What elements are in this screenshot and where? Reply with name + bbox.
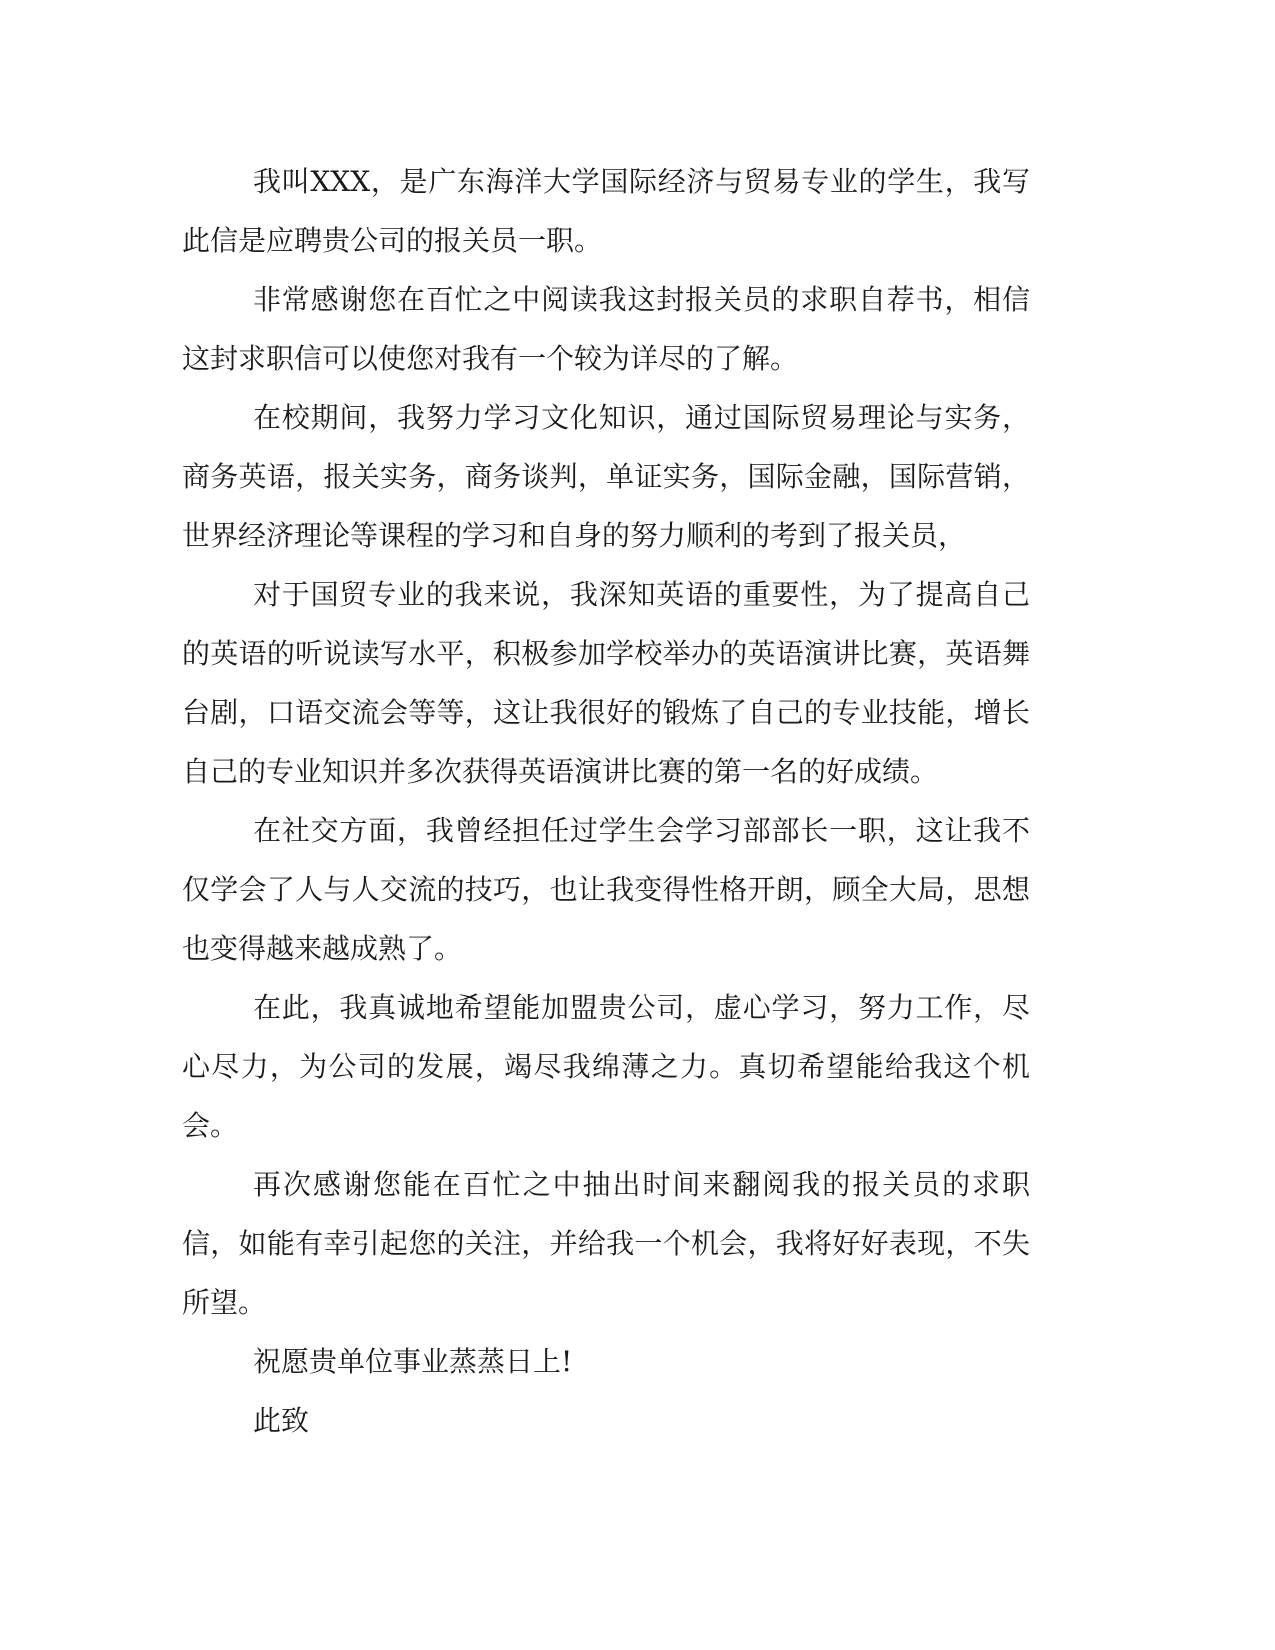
paragraph-studies: 在校期间，我努力学习文化知识，通过国际贸易理论与实务，商务英语，报关实务，商务谈判，单证实务，国际金融，国际营销，世界经济理论等课程的学习和自身的努力顺利的考到了报关员， — [182, 401, 1030, 552]
letter-body — [182, 152, 1030, 1450]
paragraph-introduction: 我叫XXX，是广东海洋大学国际经济与贸易专业的学生，我写此信是应聘贵公司的报关员一职。 — [182, 165, 1030, 257]
paragraph-thanks: 非常感谢您在百忙之中阅读我这封报关员的求职自荐书，相信这封求职信可以使您对我有一个较为详尽的了解。 — [182, 283, 1030, 375]
paragraph-english-skills: 对于国贸专业的我来说，我深知英语的重要性，为了提高自己的英语的听说读写水平，积极参加学校举办的英语演讲比赛，英语舞台剧，口语交流会等等，这让我很好的锻炼了自己的专业技能，增长自己的专业知识并多次获得英语演讲比赛的第一名的好成绩。 — [182, 578, 1030, 788]
paragraph-salutation: 此致 — [253, 1404, 310, 1437]
paragraph-aspiration: 在此，我真诚地希望能加盟贵公司，虚心学习，努力工作，尽心尽力，为公司的发展，竭尽我绵薄之力。真切希望能给我这个机会。 — [182, 991, 1030, 1142]
paragraph-closing-thanks: 再次感谢您能在百忙之中抽出时间来翻阅我的报关员的求职信，如能有幸引起您的关注，并给我一个机会，我将好好表现，不失所望。 — [182, 1168, 1030, 1319]
paragraph-wishes: 祝愿贵单位事业蒸蒸日上! — [253, 1345, 573, 1378]
paragraph-social-activities: 在社交方面，我曾经担任过学生会学习部部长一职，这让我不仅学会了人与人交流的技巧，也让我变得性格开朗，顾全大局，思想也变得越来越成熟了。 — [182, 814, 1030, 965]
